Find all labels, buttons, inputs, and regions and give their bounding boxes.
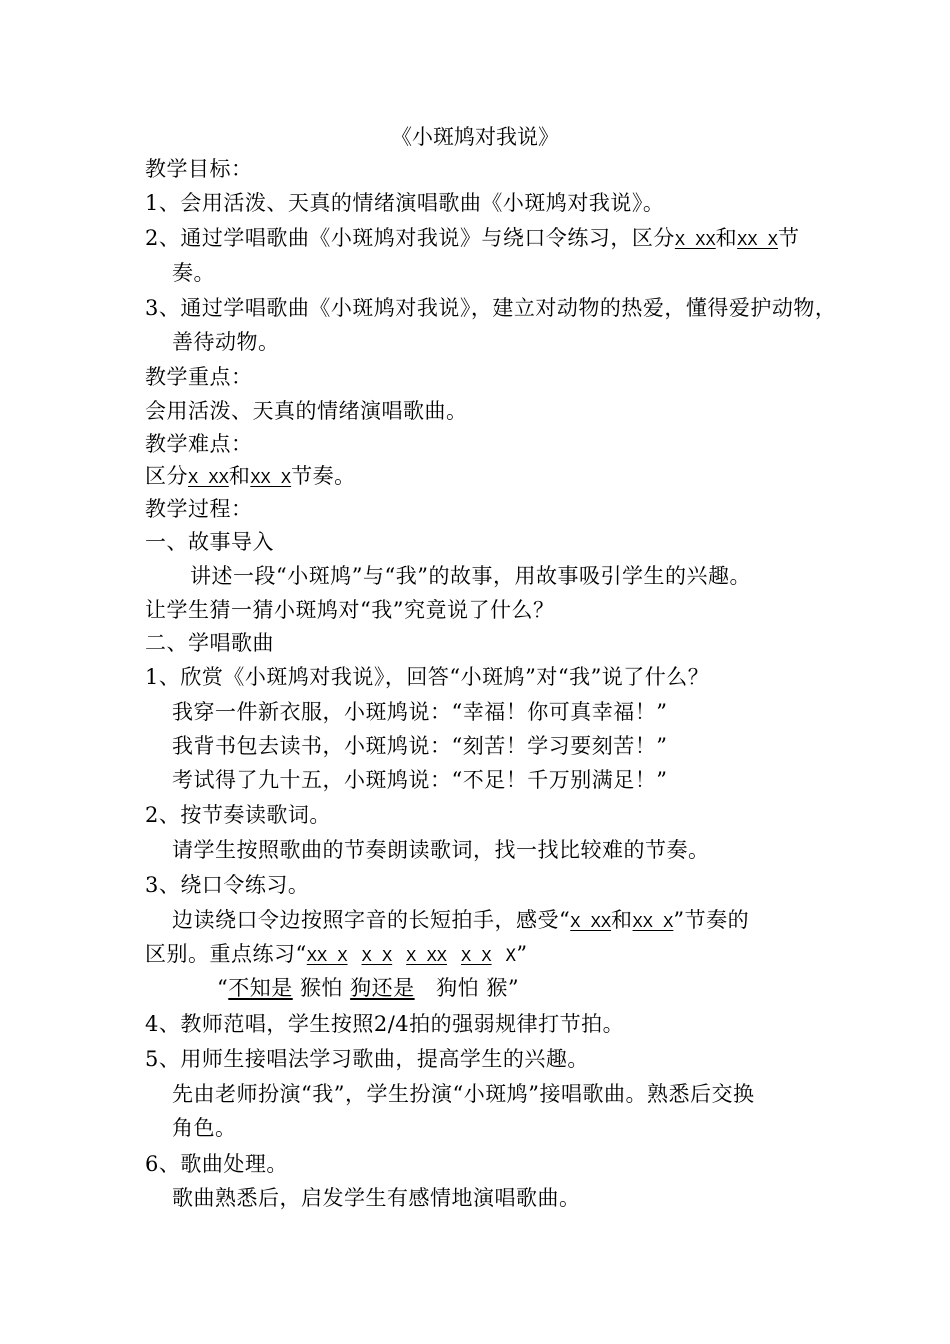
- goal-2-cont: 奏。: [172, 261, 215, 285]
- substep-1: 1、欣赏《小斑鸠对我说》，回答“小斑鸠”对“我”说了什么？: [145, 665, 710, 689]
- tongue-twister-part-4: 狗怕: [436, 976, 480, 1000]
- tongue-twister-part-1: 不知是: [228, 976, 293, 1000]
- substep-3-text-b: ”节奏的: [673, 908, 750, 932]
- key-text: 会用活泼、天真的情绪演唱歌曲。: [145, 399, 468, 423]
- difficulty-heading: 教学难点：: [145, 432, 253, 456]
- key-heading: 教学重点：: [145, 365, 253, 389]
- lyric-line-1: 我穿一件新衣服，小斑鸠说：“幸福！你可真幸福！”: [172, 700, 668, 724]
- practice-rhythm-2: X X: [361, 948, 393, 967]
- substep-6: 6、歌曲处理。: [145, 1152, 288, 1176]
- difficulty-and: 和: [228, 464, 251, 488]
- lyric-line-3: 考试得了九十五，小斑鸠说：“不足！千万别满足！”: [172, 768, 668, 792]
- rhythm-xx-x: XX X: [737, 232, 778, 251]
- practice-rhythm-3: X XX: [406, 948, 447, 967]
- goal-3-cont: 善待动物。: [172, 330, 280, 354]
- goals-heading: 教学目标：: [145, 157, 253, 181]
- step-1-text-cont: 让学生猜一猜小斑鸠对“我”究竟说了什么？: [145, 598, 555, 622]
- tongue-twister-close: ”: [507, 976, 520, 1000]
- goal-1: 1、会用活泼、天真的情绪演唱歌曲《小斑鸠对我说》。: [145, 191, 665, 215]
- substep-3-text: [172, 906, 749, 938]
- tongue-twister: [217, 974, 519, 1002]
- goal-2-and: 和: [715, 226, 738, 250]
- difficulty-text-a: 区分: [145, 464, 188, 488]
- practice-rhythm-1: XX X: [306, 948, 348, 967]
- substep-4: 4、教师范唱，学生按照2/4拍的强弱规律打节拍。: [145, 1012, 625, 1036]
- tongue-twister-open: “: [217, 976, 229, 1000]
- practice-rhythm-4: X X: [460, 948, 492, 967]
- process-heading: 教学过程：: [145, 497, 253, 521]
- rhythm-x-xx: X XX: [570, 914, 612, 933]
- rhythm-xx-x: XX X: [250, 470, 292, 489]
- step-1-text: 讲述一段“小斑鸠”与“我”的故事，用故事吸引学生的兴趣。: [190, 564, 751, 588]
- substep-3-text-c: 区别。重点练习“: [145, 942, 307, 966]
- tongue-twister-part-2: 猴怕: [299, 976, 343, 1000]
- substep-2-text: 请学生按照歌曲的节奏朗读歌词，找一找比较难的节奏。: [172, 838, 710, 862]
- step-2-heading: 二、学唱歌曲: [145, 631, 274, 655]
- tongue-twister-part-3: 狗还是: [350, 976, 415, 1000]
- step-1-heading: 一、故事导入: [145, 530, 274, 554]
- substep-2: 2、按节奏读歌词。: [145, 803, 331, 827]
- substep-3-practice: [145, 940, 528, 972]
- substep-5-text-cont: 角色。: [172, 1116, 237, 1140]
- goal-2: [145, 224, 799, 256]
- difficulty-text-b: 节奏。: [291, 464, 356, 488]
- substep-5-text: 先由老师扮演“我”，学生扮演“小斑鸠”接唱歌曲。熟悉后交换: [172, 1082, 755, 1106]
- goal-2-text: 2、通过学唱歌曲《小斑鸠对我说》与绕口令练习，区分: [145, 226, 675, 250]
- substep-6-text: 歌曲熟悉后，启发学生有感情地演唱歌曲。: [172, 1186, 581, 1210]
- goal-2-tail: 节: [777, 226, 800, 250]
- document-title: 《小斑鸠对我说》: [391, 125, 559, 149]
- substep-3-text-d: ”: [516, 942, 528, 966]
- goal-3: 3、通过学唱歌曲《小斑鸠对我说》，建立对动物的热爱，懂得爱护动物，: [145, 296, 837, 320]
- lyric-line-2: 我背书包去读书，小斑鸠说：“刻苦！学习要刻苦！”: [172, 734, 668, 758]
- difficulty-text: [145, 462, 356, 494]
- tongue-twister-part-5: 猴: [486, 976, 508, 1000]
- rhythm-x-xx: X XX: [674, 232, 716, 251]
- substep-5: 5、用师生接唱法学习歌曲，提高学生的兴趣。: [145, 1047, 589, 1071]
- substep-3: 3、绕口令练习。: [145, 873, 310, 897]
- substep-3-and: 和: [611, 908, 633, 932]
- practice-rhythm-5: X: [505, 946, 517, 966]
- substep-3-text-a: 边读绕口令边按照字音的长短拍手，感受“: [172, 908, 571, 932]
- rhythm-x-xx: X XX: [188, 470, 229, 489]
- rhythm-xx-x: XX X: [632, 914, 674, 933]
